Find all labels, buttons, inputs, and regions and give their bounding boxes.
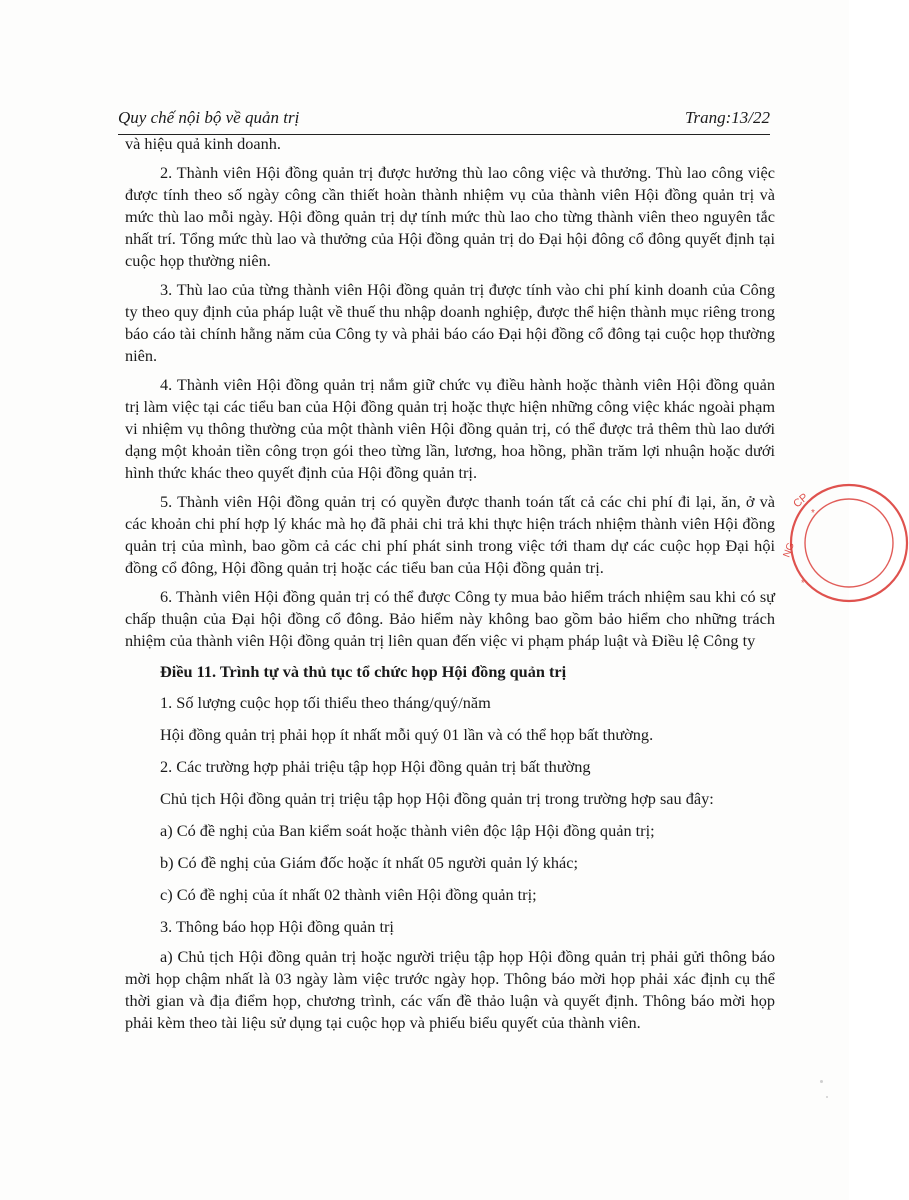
meeting-minimum-item: 1. Số lượng cuộc họp tối thiểu theo tháng/quý/năm [160,693,491,712]
article-11-heading: Điều 11. Trình tự và thủ tục tổ chức họp Hội đồng quản trị [160,662,567,681]
document-body [125,133,775,1041]
page-header [118,104,770,135]
paragraph-item-3: 3. Thù lao của từng thành viên Hội đồng quản trị được tính vào chi phí kinh doanh của Công ty theo quy định của pháp luật về thuế thu nhập doanh nghiệp, được thể hiện thành mục riêng trong báo cáo tài chính hằng năm của Công ty và phải báo cáo Đại hội đồng cổ đông tại cuộc họp thường niên. [125,280,775,365]
paragraph-item-6: 6. Thành viên Hội đồng quản trị có thể được Công ty mua bảo hiểm trách nhiệm sau khi có sự chấp thuận của Đại hội đồng cổ đông. Bảo hiểm này không bao gồm bảo hiểm cho những trách nhiệm của thành viên Hội đồng quản trị liên quan đến việc vi phạm pháp luật và Điều lệ Công ty [125,587,775,650]
svg-text:NG: NG [781,541,797,560]
paragraph-item-2: 2. Thành viên Hội đồng quản trị được hưởng thù lao công việc và thưởng. Thù lao công việc được tính theo số ngày công cần thiết hoàn thành nhiệm vụ của thành viên Hội đồng quản trị và mức thù lao mỗi ngày. Hội đồng quản trị dự tính mức thù lao cho từng thành viên theo nguyên tắc nhất trí. Tổng mức thù lao và thưởng của Hội đồng quản trị do Đại hội đông cổ đông quyết định tại cuộc họp thường niên. [125,163,775,270]
extraordinary-meeting-item: 2. Các trường hợp phải triệu tập họp Hội đồng quản trị bất thường [160,757,591,776]
case-c-text: c) Có đề nghị của ít nhất 02 thành viên Hội đồng quản trị; [160,885,537,904]
header-title: Quy chế nội bộ về quản trị [118,108,300,127]
meeting-frequency-text: Hội đồng quản trị phải họp ít nhất mỗi quý 01 lần và có thể họp bất thường. [160,725,654,744]
paragraph-continuation: và hiệu quả kinh doanh. [125,134,281,153]
scan-artifact-dot [820,1080,823,1083]
header-page-number: Trang:13/22 [684,108,770,127]
svg-text:*: * [801,578,805,588]
paragraph-item-4: 4. Thành viên Hội đồng quản trị nắm giữ chức vụ điều hành hoặc thành viên Hội đồng quản trị làm việc tại các tiểu ban của Hội đồng quản trị hoặc thực hiện những công việc khác ngoài phạm vi nhiệm vụ thông thường của một thành viên Hội đồng quản trị, có thể được trả thêm thù lao dưới dạng một khoản tiền công trọn gói theo từng lần, lương, hoa hồng, phần trăm lợi nhuận hoặc dưới hình thức khác theo quyết định của Hội đồng quản trị. [125,375,775,482]
svg-text:*: * [811,508,815,519]
notice-paragraph-a: a) Chủ tịch Hội đồng quản trị hoặc người triệu tập họp Hội đồng quản trị phải gửi thông báo mời họp chậm nhất là 03 ngày làm việc trước ngày họp. Thông báo mời họp phải xác định cụ thể thời gian và địa điểm họp, chương trình, các vấn đề thảo luận và quyết định. Thông báo mời họp phải kèm theo tài liệu sử dụng tại cuộc họp và phiếu biểu quyết của thành viên. [125,947,775,1032]
meeting-notice-item: 3. Thông báo họp Hội đồng quản trị [160,917,394,936]
company-seal-stamp [781,468,909,618]
svg-text:CP: CP [791,491,811,511]
chairman-convene-text: Chủ tịch Hội đồng quản trị triệu tập họp Hội đồng quản trị trong trường hợp sau đây: [160,789,714,808]
paragraph-item-5: 5. Thành viên Hội đồng quản trị có quyền được thanh toán tất cả các chi phí đi lại, ăn, ở và các khoản chi phí hợp lý khác mà họ đã phải chi trả khi thực hiện trách nhiệm thành viên Hội đồng quản trị của mình, bao gồm cả các chi phí phát sinh trong việc tới tham dự các cuộc họp Đại hội đồng cổ đông, Hội đồng quản trị hoặc các tiểu ban của Hội đồng quản trị. [125,492,775,577]
scan-artifact-dot [826,1096,828,1098]
case-b-text: b) Có đề nghị của Giám đốc hoặc ít nhất 05 người quản lý khác; [160,853,579,872]
case-a-text: a) Có đề nghị của Ban kiểm soát hoặc thành viên độc lập Hội đồng quản trị; [160,821,655,840]
